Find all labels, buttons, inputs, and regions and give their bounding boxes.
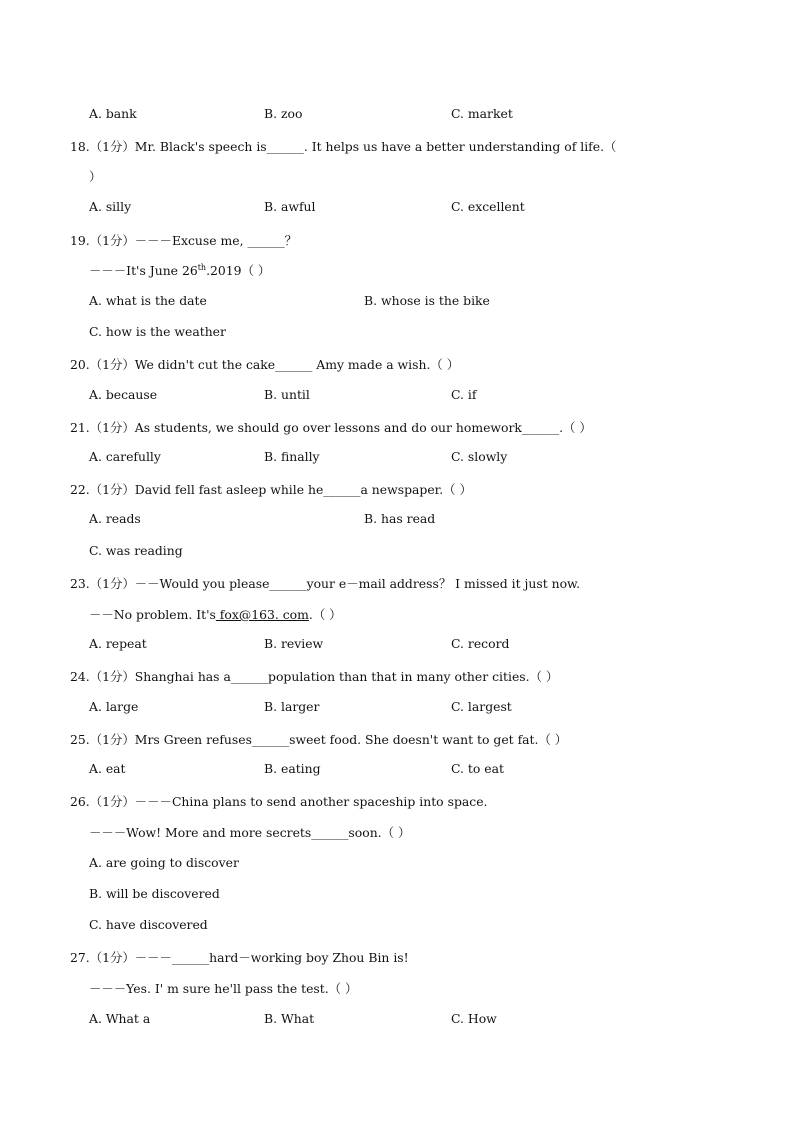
q17-option-c: C. market — [451, 106, 513, 121]
question-score: （1分） — [89, 482, 135, 497]
q26-option-c: C. have discovered — [89, 917, 208, 932]
question-19 — [70, 231, 297, 249]
question-score: （1分） — [89, 420, 135, 435]
q21-option-b: B. finally — [264, 449, 320, 464]
question-number: 22. — [70, 482, 90, 497]
q22-option-a: A. reads — [89, 511, 141, 526]
question-number: 25. — [70, 732, 90, 747]
question-23 — [70, 574, 580, 592]
q23-option-a: A. repeat — [89, 636, 147, 651]
question-25 — [70, 730, 567, 748]
question-score: （1分） — [89, 233, 135, 248]
question-24 — [70, 667, 558, 685]
q17-option-a: A. bank — [89, 106, 137, 121]
q23-option-c: C. record — [451, 636, 510, 651]
question-19-reply: －－－It's June 26th.2019（ ） — [89, 262, 271, 278]
q24-option-c: C. largest — [451, 699, 512, 714]
question-text: Shanghai has a______population than that in many other cities.（ ） — [134, 669, 559, 684]
question-26-reply: －－－Wow! More and more secrets______soon.（ ） — [89, 825, 411, 840]
question-text: －－－China plans to send another spaceship into space. — [134, 794, 488, 809]
q18-option-c: C. excellent — [451, 199, 525, 214]
q19-option-c: C. how is the weather — [89, 324, 226, 339]
q17-option-b: B. zoo — [264, 106, 303, 121]
question-number: 19. — [70, 233, 90, 248]
q20-option-c: C. if — [451, 387, 477, 402]
question-26 — [70, 792, 487, 810]
q25-option-b: B. eating — [264, 761, 321, 776]
question-number: 24. — [70, 669, 90, 684]
q22-option-b: B. has read — [364, 511, 436, 526]
question-score: （1分） — [89, 950, 135, 965]
question-number: 23. — [70, 576, 90, 591]
q20-option-b: B. until — [264, 387, 310, 402]
q20-option-a: A. because — [89, 387, 158, 402]
question-score: （1分） — [89, 794, 135, 809]
question-text: We didn't cut the cake______ Amy made a wish.（ ） — [134, 357, 460, 372]
q22-option-c: C. was reading — [89, 543, 183, 558]
question-number: 21. — [70, 420, 90, 435]
question-27-reply: －－－Yes. I' m sure he'll pass the test.（ ） — [89, 981, 358, 996]
question-score: （1分） — [89, 576, 135, 591]
q21-option-c: C. slowly — [451, 449, 508, 464]
question-score: （1分） — [89, 669, 135, 684]
question-text: Mrs Green refuses______sweet food. She doesn't want to get fat.（ ） — [134, 732, 568, 747]
q19-option-a: A. what is the date — [89, 293, 207, 308]
question-text: －－－Excuse me, ______？ — [134, 233, 298, 248]
question-18 — [70, 137, 616, 155]
ordinal-superscript: th — [197, 262, 207, 272]
q23-option-b: B. review — [264, 636, 324, 651]
question-18-continuation: ） — [89, 169, 102, 184]
email-link[interactable]: fox@163. com — [215, 607, 309, 622]
question-number: 18. — [70, 139, 90, 154]
question-text: As students, we should go over lessons and do our homework______.（ ） — [134, 420, 592, 435]
question-text: －－Would you please______your e－mail address？ I missed it just now. — [134, 576, 581, 591]
q25-option-c: C. to eat — [451, 761, 504, 776]
q24-option-b: B. larger — [264, 699, 320, 714]
question-text: Mr. Black's speech is______. It helps us have a better understanding of life.（ — [134, 139, 617, 154]
question-number: 20. — [70, 357, 90, 372]
q18-option-a: A. silly — [89, 199, 132, 214]
q27-option-c: C. How — [451, 1011, 497, 1026]
q21-option-a: A. carefully — [89, 449, 161, 464]
q26-option-b: B. will be discovered — [89, 886, 220, 901]
q26-option-a: A. are going to discover — [89, 855, 239, 870]
q27-option-a: A. What a — [89, 1011, 151, 1026]
question-20 — [70, 355, 459, 373]
question-score: （1分） — [89, 732, 135, 747]
question-23-reply: －－No problem. It's fox@163. com.（ ） — [89, 607, 342, 622]
question-22 — [70, 480, 472, 498]
q27-option-b: B. What — [264, 1011, 315, 1026]
q25-option-a: A. eat — [89, 761, 126, 776]
q19-option-b: B. whose is the bike — [364, 293, 490, 308]
question-21 — [70, 418, 592, 436]
question-number: 27. — [70, 950, 90, 965]
question-text: －－－______hard－working boy Zhou Bin is! — [134, 950, 409, 965]
q18-option-b: B. awful — [264, 199, 316, 214]
question-score: （1分） — [89, 357, 135, 372]
question-text: David fell fast asleep while he______a newspaper.（ ） — [134, 482, 472, 497]
question-27 — [70, 948, 409, 966]
question-number: 26. — [70, 794, 90, 809]
question-score: （1分） — [89, 139, 135, 154]
q24-option-a: A. large — [89, 699, 139, 714]
